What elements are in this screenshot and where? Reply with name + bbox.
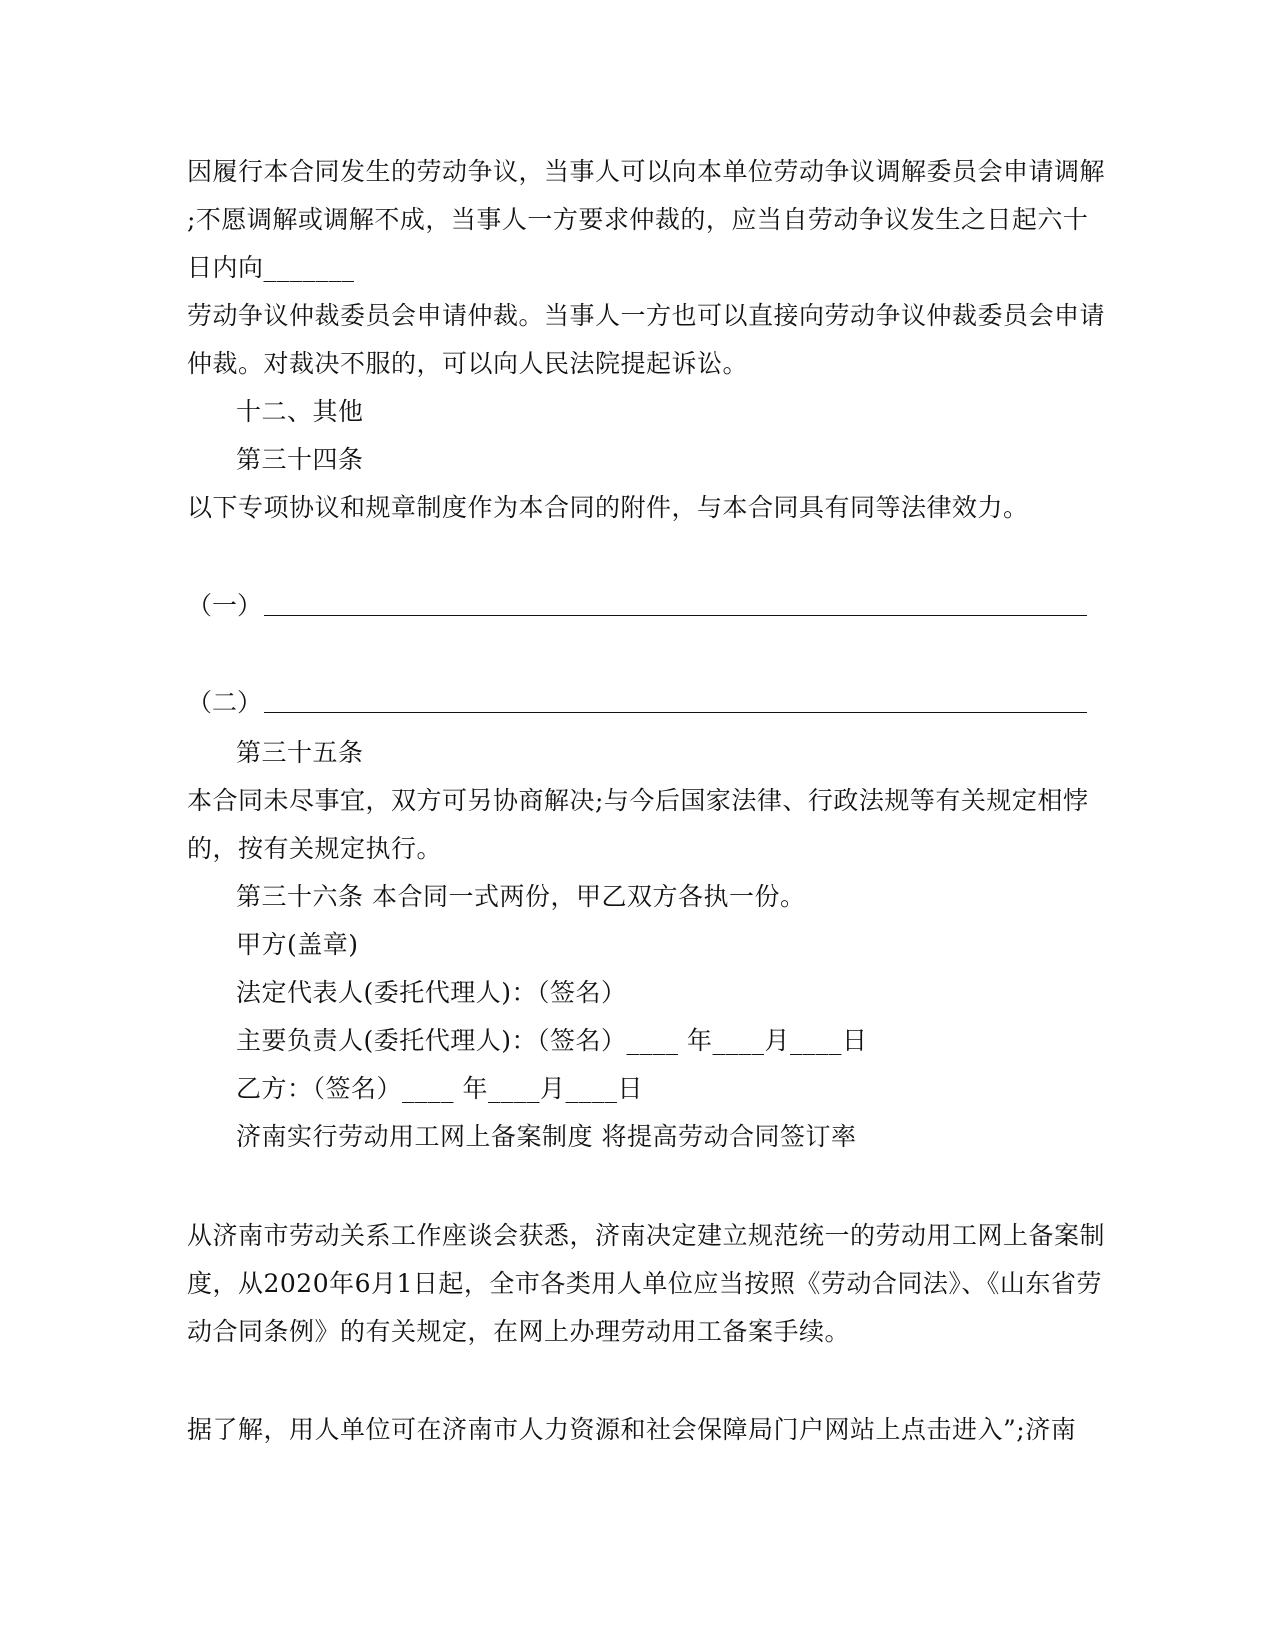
signature-line: 甲方(盖章)	[236, 930, 359, 959]
news-title: 济南实行劳动用工网上备案制度 将提高劳动合同签订率	[236, 1122, 857, 1151]
fill-in-rule	[264, 712, 1087, 713]
paragraph-line: 从济南市劳动关系工作座谈会获悉，济南决定建立规范统一的劳动用工网上备案制	[187, 1221, 1106, 1250]
paragraph-line: 因履行本合同发生的劳动争议，当事人可以向本单位劳动争议调解委员会申请调解	[187, 157, 1106, 186]
article-heading: 第三十四条	[236, 445, 364, 474]
paragraph-line: 劳动争议仲裁委员会申请仲裁。当事人一方也可以直接向劳动争议仲裁委员会申请	[187, 301, 1106, 330]
paragraph-line: 据了解，用人单位可在济南市人力资源和社会保障局门户网站上点击进入”;济南	[187, 1415, 1077, 1444]
paragraph-line: ;不愿调解或调解不成，当事人一方要求仲裁的，应当自劳动争议发生之日起六十	[187, 205, 1089, 234]
paragraph-line: 的，按有关规定执行。	[187, 834, 443, 863]
signature-line: 主要负责人(委托代理人)：（签名）____ 年____月____日	[236, 1026, 868, 1055]
article-heading: 第三十六条 本合同一式两份，甲乙双方各执一份。	[236, 882, 806, 911]
signature-line: 法定代表人(委托代理人)：（签名）	[236, 978, 627, 1007]
fill-in-rule	[264, 615, 1087, 616]
paragraph-line: 动合同条例》的有关规定，在网上办理劳动用工备案手续。	[187, 1317, 851, 1346]
article-heading: 第三十五条	[236, 738, 364, 767]
paragraph-line: 度，从2020年6月1日起，全市各类用人单位应当按照《劳动合同法》、《山东省劳	[187, 1269, 1102, 1298]
paragraph-line: 本合同未尽事宜，双方可另协商解决;与今后国家法律、行政法规等有关规定相悖	[187, 786, 1089, 815]
paragraph-line: 日内向_______	[187, 253, 355, 282]
signature-line: 乙方：（签名）____ 年____月____日	[236, 1074, 643, 1103]
paragraph-line: 以下专项协议和规章制度作为本合同的附件，与本合同具有同等法律效力。	[187, 493, 1029, 522]
paragraph-line: 仲裁。对裁决不服的，可以向人民法院提起诉讼。	[187, 349, 749, 378]
section-heading: 十二、其他	[236, 397, 364, 426]
annex-label: （一）	[187, 591, 263, 620]
annex-label: （二）	[187, 688, 263, 717]
annex-blank-2	[187, 685, 1087, 721]
annex-blank-1	[187, 588, 1087, 624]
